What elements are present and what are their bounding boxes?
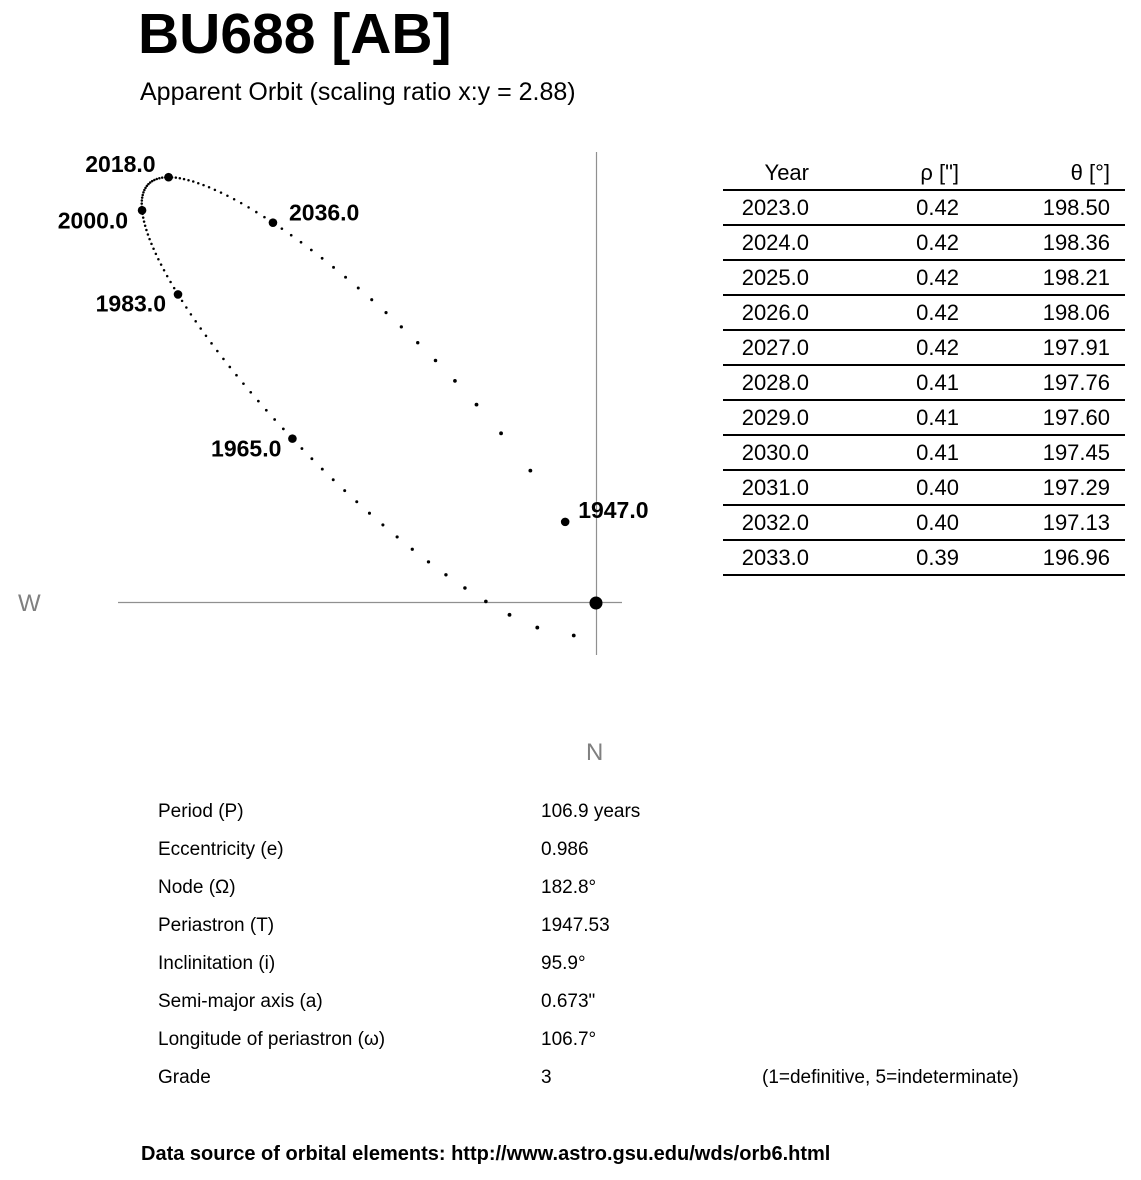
theta-cell: 197.45 [1005, 435, 1125, 470]
orbit-dot-2022 [183, 178, 186, 181]
year-cell: 2029.0 [723, 400, 854, 435]
orbit-dot-2053 [528, 469, 532, 473]
orbit-dot-1972 [235, 374, 238, 377]
orbital-element-row [158, 1059, 1098, 1097]
orbit-dot-1996 [144, 224, 147, 227]
orbit-dot-1993 [148, 238, 151, 241]
epoch-marker-2036.0 [269, 218, 278, 227]
data-source-footer: Data source of orbital elements: http://www.astro.gsu.edu/wds/orb6.html [141, 1143, 831, 1165]
orbit-dot-1949 [535, 626, 539, 630]
theta-cell: 198.21 [1005, 260, 1125, 295]
orbital-element-row [158, 793, 1098, 831]
epoch-label-2036.0: 2036.0 [289, 199, 360, 226]
orbit-dot-1992 [150, 243, 153, 246]
orbit-dot-2004 [141, 196, 144, 199]
orbital-element-label: Eccentricity (e) [158, 839, 284, 860]
ephemeris-row [723, 505, 1125, 540]
orbit-dot-1975 [216, 350, 219, 353]
orbit-dot-2040 [310, 249, 313, 252]
orbit-dot-2029 [220, 191, 223, 194]
orbit-dot-1978 [199, 327, 202, 330]
ephemeris-row [723, 295, 1125, 330]
orbit-dot-1964 [301, 447, 304, 450]
theta-cell: 197.29 [1005, 470, 1125, 505]
orbit-dot-2033 [247, 206, 250, 209]
orbit-dot-1953 [444, 573, 447, 576]
orbit-dot-2041 [321, 257, 324, 260]
orbit-dot-2005 [141, 194, 144, 197]
orbital-element-value: 106.7° [541, 1029, 597, 1050]
theta-cell: 197.13 [1005, 505, 1125, 540]
orbit-dot-2048 [416, 341, 419, 344]
orbit-dot-2044 [357, 286, 360, 289]
north-compass-label: N [586, 739, 604, 766]
year-cell: 2031.0 [723, 470, 854, 505]
orbital-element-value: 182.8° [541, 877, 597, 898]
orbit-dot-1980 [190, 313, 193, 316]
theta-cell: 197.60 [1005, 400, 1125, 435]
ephemeris-row [723, 260, 1125, 295]
year-cell: 2023.0 [723, 190, 854, 225]
orbit-plot-area [0, 140, 700, 780]
orbit-dot-1959 [355, 500, 358, 503]
orbital-element-value: 3 [541, 1067, 552, 1088]
orbit-dot-1966 [282, 428, 285, 431]
year-cell: 2024.0 [723, 225, 854, 260]
orbital-element-label: Node (Ω) [158, 877, 236, 898]
theta-cell: 198.06 [1005, 295, 1125, 330]
orbit-dot-2028 [214, 189, 217, 192]
rho-cell: 0.41 [854, 400, 1005, 435]
orbit-dot-2006 [142, 191, 145, 194]
theta-cell: 197.91 [1005, 330, 1125, 365]
orbit-dot-2034 [255, 211, 258, 214]
orbit-dot-1963 [310, 457, 313, 460]
orbit-dot-2016 [161, 176, 164, 179]
orbit-dot-1990 [155, 253, 158, 256]
orbit-dot-2025 [197, 182, 200, 185]
orbit-dot-1950 [508, 613, 512, 617]
year-cell: 2025.0 [723, 260, 854, 295]
theta-cell: 198.50 [1005, 190, 1125, 225]
orbital-element-row [158, 1021, 1098, 1059]
rho-cell: 0.41 [854, 435, 1005, 470]
orbit-dot-1982 [181, 300, 184, 303]
orbital-element-label: Grade [158, 1067, 211, 1088]
orbit-dot-1967 [273, 418, 276, 421]
page-subtitle: Apparent Orbit (scaling ratio x:y = 2.88) [140, 78, 576, 106]
orbit-dot-1994 [147, 233, 150, 236]
epoch-label-2000.0: 2000.0 [57, 207, 129, 234]
orbit-dot-2038 [290, 234, 293, 237]
orbit-dot-1961 [332, 478, 335, 481]
orbit-dot-2039 [300, 241, 303, 244]
orbit-dot-2023 [187, 179, 190, 182]
epoch-label-1947.0: 1947.0 [578, 496, 649, 523]
ephemeris-row [723, 435, 1125, 470]
orbit-dot-2027 [208, 186, 211, 189]
orbit-dot-2030 [226, 195, 229, 198]
theta-cell: 196.96 [1005, 540, 1125, 575]
epoch-marker-1983.0 [174, 290, 183, 299]
orbit-dot-1956 [396, 535, 399, 538]
rho-cell: 0.42 [854, 190, 1005, 225]
orbit-dot-1951 [484, 600, 488, 604]
epoch-label-1983.0: 1983.0 [95, 290, 166, 317]
epoch-label-1965.0: 1965.0 [211, 435, 282, 462]
orbit-dot-1970 [249, 391, 252, 394]
orbit-dot-1987 [163, 269, 166, 272]
orbital-element-label: Periastron (T) [158, 915, 275, 936]
orbit-dot-2045 [370, 298, 373, 301]
year-cell: 2033.0 [723, 540, 854, 575]
year-cell: 2032.0 [723, 505, 854, 540]
eph-column-header-0: Year [723, 156, 854, 190]
orbital-element-value: 106.9 years [541, 801, 641, 822]
orbital-element-row [158, 907, 1098, 945]
orbital-element-row [158, 831, 1098, 869]
orbit-dot-2026 [202, 184, 205, 187]
orbit-dot-2049 [434, 359, 438, 363]
grade-scale-note: (1=definitive, 5=indeterminate) [762, 1067, 1019, 1088]
orbit-dot-1991 [152, 248, 155, 251]
orbit-dot-1977 [205, 335, 208, 338]
primary-star-marker [590, 597, 603, 610]
orbit-dot-1969 [257, 400, 260, 403]
epoch-marker-1965.0 [288, 434, 297, 443]
orbit-dot-2014 [156, 178, 159, 181]
orbit-dot-1957 [381, 523, 384, 526]
orbit-dot-2052 [499, 431, 503, 435]
orbit-dot-1995 [145, 229, 148, 232]
orbital-element-label: Semi-major axis (a) [158, 991, 323, 1012]
orbital-element-value: 1947.53 [541, 915, 610, 936]
ephemeris-row [723, 225, 1125, 260]
orbit-dot-2021 [179, 177, 182, 180]
orbit-dot-1973 [228, 366, 231, 369]
orbit-dot-1955 [411, 548, 414, 551]
orbit-dot-1958 [368, 512, 371, 515]
ephemeris-row [723, 365, 1125, 400]
orbit-dot-2012 [151, 180, 154, 183]
ephemeris-row [723, 400, 1125, 435]
ephemeris-table-container [723, 156, 1125, 576]
orbit-dot-1960 [343, 489, 346, 492]
ephemeris-row [723, 330, 1125, 365]
orbit-dot-1981 [185, 306, 188, 309]
orbital-element-label: Inclinitation (i) [158, 953, 276, 974]
orbit-dot-2051 [475, 403, 479, 407]
orbit-dot-2046 [384, 311, 387, 314]
orbit-dot-2050 [453, 379, 457, 383]
primary-star-group [590, 597, 603, 610]
orbital-element-row [158, 945, 1098, 983]
orbit-dot-1988 [160, 263, 163, 266]
orbital-element-label: Period (P) [158, 801, 244, 822]
west-compass-label: W [18, 590, 41, 617]
epoch-marker-2000.0 [138, 206, 147, 215]
orbit-dot-2003 [141, 199, 144, 202]
orbit-dot-1989 [157, 258, 160, 261]
orbit-dot-1948 [572, 634, 576, 638]
orbit-dot-2007 [143, 189, 146, 192]
eph-column-header-1: ρ ["] [854, 156, 1005, 190]
orbit-dot-2002 [140, 202, 143, 205]
orbit-dot-1954 [427, 560, 430, 563]
ephemeris-row [723, 470, 1125, 505]
ephemeris-row [723, 190, 1125, 225]
orbit-dot-2047 [400, 325, 403, 328]
year-cell: 2030.0 [723, 435, 854, 470]
orbit-dot-2024 [192, 180, 195, 183]
orbital-element-value: 0.986 [541, 839, 589, 860]
orbit-dot-1968 [265, 409, 268, 412]
orbit-dot-2013 [153, 179, 156, 182]
orbit-dot-2043 [344, 276, 347, 279]
orbit-dot-2031 [233, 198, 236, 201]
orbit-dot-1997 [143, 220, 146, 223]
rho-cell: 0.42 [854, 295, 1005, 330]
orbit-dot-1984 [173, 287, 176, 290]
orbit-dot-2037 [281, 227, 284, 230]
rho-cell: 0.39 [854, 540, 1005, 575]
ephemeris-header-row [723, 156, 1125, 190]
orbit-dot-2020 [175, 176, 178, 179]
orbital-elements-list [158, 793, 1098, 1097]
page-title: BU688 [AB] [138, 2, 452, 66]
rho-cell: 0.40 [854, 505, 1005, 540]
eph-column-header-2: θ [°] [1005, 156, 1125, 190]
epoch-marker-2018.0 [164, 173, 173, 182]
orbital-element-value: 95.9° [541, 953, 586, 974]
orbit-dot-2035 [263, 216, 266, 219]
rho-cell: 0.41 [854, 365, 1005, 400]
orbital-element-row [158, 869, 1098, 907]
orbit-dot-2015 [158, 177, 161, 180]
orbit-dots-group [140, 176, 575, 637]
year-cell: 2026.0 [723, 295, 854, 330]
epoch-markers-group [58, 151, 649, 526]
theta-cell: 197.76 [1005, 365, 1125, 400]
rho-cell: 0.42 [854, 225, 1005, 260]
orbital-element-label: Longitude of periastron (ω) [158, 1029, 386, 1050]
rho-cell: 0.40 [854, 470, 1005, 505]
orbit-dot-1962 [321, 468, 324, 471]
orbit-dot-1979 [194, 320, 197, 323]
orbital-element-value: 0.673" [541, 991, 596, 1012]
year-cell: 2027.0 [723, 330, 854, 365]
orbit-dot-1976 [210, 342, 213, 345]
ephemeris-row [723, 540, 1125, 575]
orbit-plot [0, 140, 700, 780]
orbit-dot-1985 [169, 281, 172, 284]
ephemeris-table [723, 156, 1125, 576]
epoch-label-2018.0: 2018.0 [85, 151, 156, 178]
orbit-dot-1952 [463, 586, 466, 589]
orbit-dot-2042 [332, 266, 335, 269]
rho-cell: 0.42 [854, 330, 1005, 365]
theta-cell: 198.36 [1005, 225, 1125, 260]
orbit-dot-1986 [166, 275, 169, 278]
rho-cell: 0.42 [854, 260, 1005, 295]
orbit-dot-1998 [142, 216, 145, 219]
orbit-dot-2032 [240, 202, 243, 205]
orbit-dot-1974 [222, 358, 225, 361]
orbit-dot-1971 [242, 382, 245, 385]
orbital-element-row [158, 983, 1098, 1021]
year-cell: 2028.0 [723, 365, 854, 400]
epoch-marker-1947.0 [561, 518, 570, 527]
